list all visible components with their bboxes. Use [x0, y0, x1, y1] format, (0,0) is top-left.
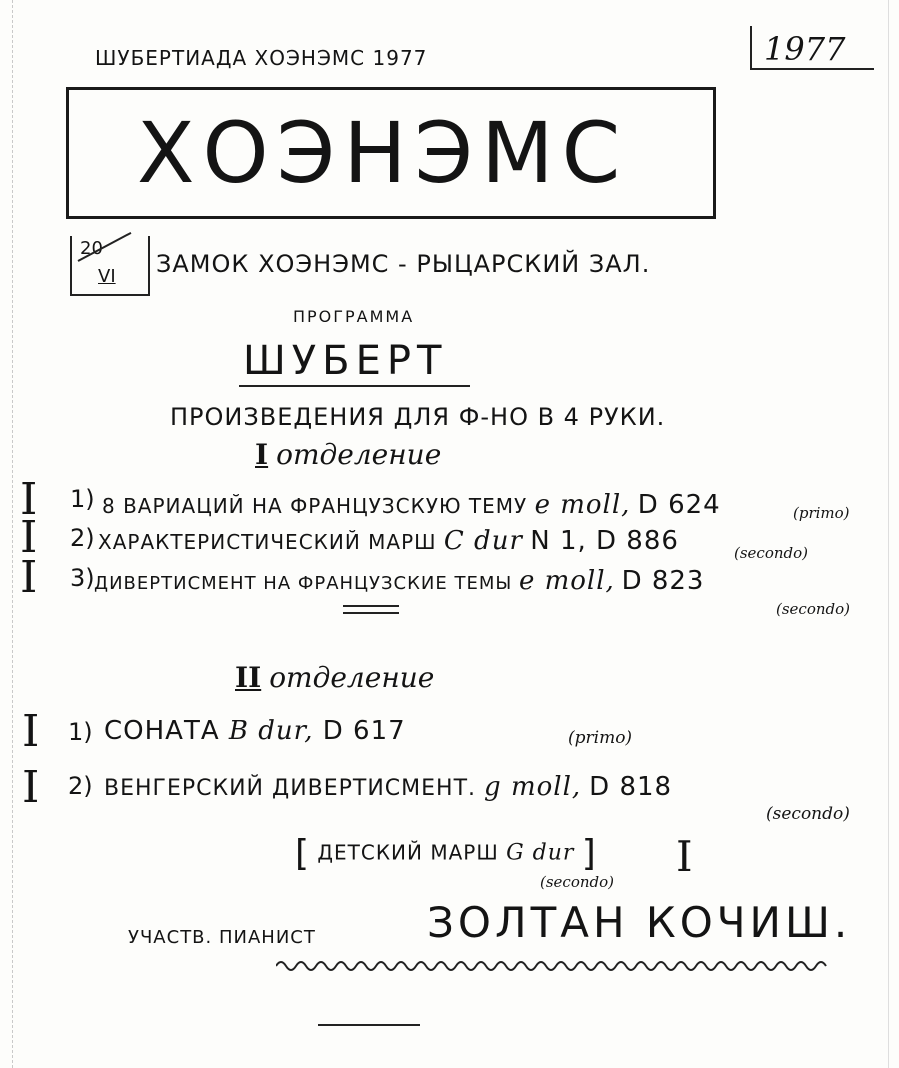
- item-part: (primo): [568, 728, 633, 748]
- item-key: e moll,: [518, 566, 615, 596]
- section2-word: отделение: [269, 661, 435, 694]
- item-title: ХАРАКТЕРИСТИЧЕСКИЙ МАРШ: [98, 530, 437, 554]
- year-box: [750, 26, 874, 70]
- item-marker: I: [22, 762, 40, 813]
- date-day: 20: [80, 238, 103, 259]
- item-catalog: D 624: [637, 490, 721, 520]
- item-title: СОНАТА: [104, 716, 220, 746]
- item-marker: I: [20, 552, 38, 603]
- date-month: VI: [98, 266, 116, 287]
- list-item: [94, 566, 704, 596]
- performer-name: ЗОЛТАН КОЧИШ.: [427, 898, 852, 947]
- section1-heading: [255, 438, 442, 471]
- bracket-close: ]: [581, 833, 597, 874]
- bracket-open: [: [295, 833, 311, 874]
- item-catalog: D 818: [589, 772, 673, 802]
- item-part: (primo): [793, 504, 850, 522]
- item-catalog: N 1, D 886: [530, 526, 679, 556]
- header-line: ШУБЕРТИАДА ХОЭНЭМС 1977: [95, 46, 428, 70]
- item-part: (secondo): [776, 600, 851, 618]
- extra-marker: I: [676, 832, 693, 881]
- item-number: 1): [70, 485, 95, 513]
- extra-part: (secondo): [540, 873, 615, 891]
- item-marker: I: [20, 474, 38, 525]
- item-catalog: D 617: [322, 716, 406, 746]
- item-title: 8 ВАРИАЦИЙ НА ФРАНЦУЗСКУЮ ТЕМУ: [102, 494, 528, 518]
- extra-key: G dur: [506, 840, 575, 866]
- item-catalog: D 823: [621, 566, 705, 596]
- year-box-text: 1977: [764, 30, 846, 68]
- performer-label: УЧАСТВ. ПИАНИСТ: [128, 927, 316, 948]
- item-title: ДИВЕРТИСМЕНТ НА ФРАНЦУЗСКИЕ ТЕМЫ: [94, 573, 513, 594]
- list-item: [102, 490, 721, 520]
- wavy-underline: [276, 956, 836, 976]
- item-title: ВЕНГЕРСКИЙ ДИВЕРТИСМЕНТ.: [104, 776, 477, 801]
- left-margin-rule: [12, 0, 13, 1068]
- list-item: [104, 716, 406, 746]
- venue: ЗАМОК ХОЭНЭМС - РЫЦАРСКИЙ ЗАЛ.: [156, 250, 651, 278]
- item-number: 2): [68, 772, 93, 800]
- program-label: ПРОГРАММА: [293, 307, 415, 326]
- works-description: ПРОИЗВЕДЕНИЯ ДЛЯ Ф-НО В 4 РУКИ.: [170, 403, 666, 431]
- item-part: (secondo): [766, 804, 850, 824]
- right-margin-rule: [888, 0, 889, 1068]
- item-part: (secondo): [734, 544, 809, 562]
- extra-title: ДЕТСКИЙ МАРШ: [317, 840, 499, 865]
- item-key: g moll,: [484, 772, 582, 802]
- item-number: 1): [68, 718, 93, 746]
- composer: ШУБЕРТ: [243, 338, 448, 384]
- section1-word: отделение: [276, 438, 442, 471]
- item-marker: I: [22, 706, 40, 757]
- date-box: [70, 236, 150, 296]
- extra-item: [295, 833, 597, 874]
- list-item: [98, 526, 679, 556]
- double-rule-top: [343, 605, 399, 607]
- end-rule: [318, 1024, 420, 1026]
- item-marker: I: [20, 512, 38, 563]
- title: ХОЭНЭМС: [137, 104, 629, 202]
- section1-number: I: [255, 438, 269, 471]
- item-key: e moll,: [534, 490, 631, 520]
- item-key: C dur: [443, 526, 523, 556]
- item-number: 2): [70, 524, 95, 552]
- section2-number: II: [235, 661, 262, 694]
- composer-underline: [239, 385, 470, 387]
- double-rule-bottom: [343, 612, 399, 614]
- list-item: [104, 772, 672, 802]
- item-key: B dur,: [228, 716, 314, 746]
- title-box: [66, 87, 716, 219]
- item-number: 3): [70, 564, 95, 592]
- section2-heading: [235, 661, 435, 694]
